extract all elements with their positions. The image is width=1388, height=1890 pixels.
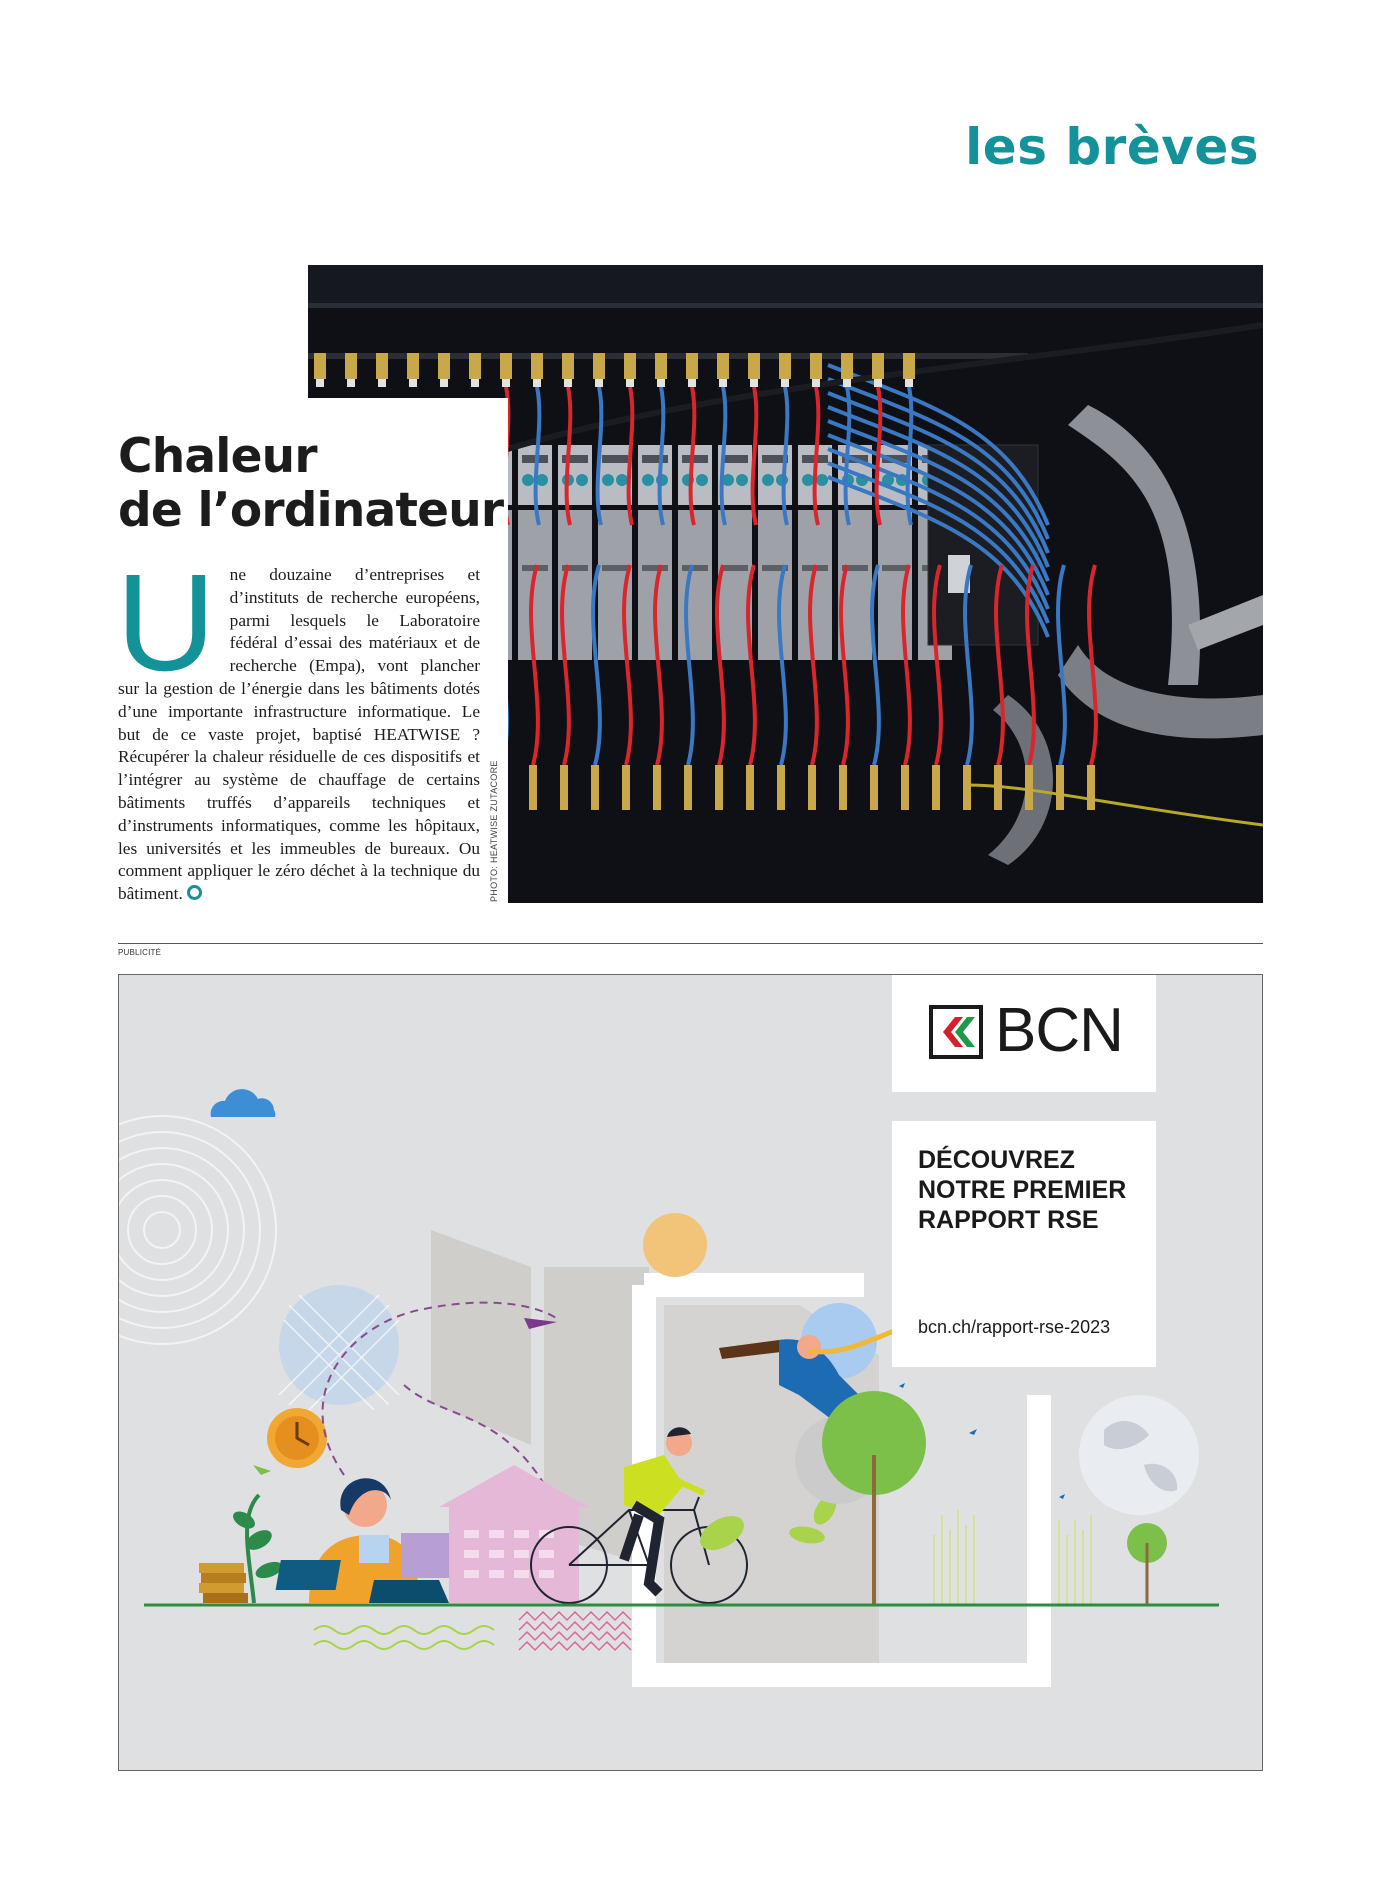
advert-label: PUBLICITÉ [118,948,162,957]
advert-url-link[interactable]: bcn.ch/rapport-rse-2023 [918,1317,1111,1337]
section-divider [118,943,1263,944]
brand-name: BCN [995,996,1123,1065]
advert-headline-line-3: RAPPORT RSE [918,1206,1099,1234]
advert-message [892,1121,1156,1367]
cloud-icon [211,1089,276,1117]
globe-icon [1079,1395,1199,1515]
bcn-advert[interactable] [118,974,1263,1771]
drop-cap: U [116,546,216,700]
advert-headline-line-1: DÉCOUVREZ [918,1146,1075,1174]
advert-headline-line-2: NOTRE PREMIER [918,1176,1127,1204]
article-title-line-1: Chaleur [118,429,317,484]
article-body [116,546,480,906]
end-of-article-icon [187,885,202,900]
concentric-circles-icon [119,1116,276,1344]
photo-credit: PHOTO: HEATWISE ZUTACORE [489,760,499,902]
article-title-line-2: de l’ordinateur [118,483,504,538]
advert-illustration [119,975,1262,1770]
advert-headline [918,1145,1126,1235]
article-body-text: ne douzaine d’entreprises et d’instituts de recherche européens, parmi lesquels le Laboratoire fédéral d’essai des matériaux et de recherche (Empa), vont plancher sur la gestion de l’énergie dans les bâtiments dotés d’une importante infrastructure informatique. Le but de ce vaste projet, baptisé HEATWISE ? Récupérer la chaleur résiduelle de ces dispositifs et l’intégrer au système de chauffage de certains bâtiments truffés d’appareils techniques et d’instruments informatiques, comme les hôpitaux, les universités et les immeubles de bureaux. Ou comment appliquer le zéro déchet à la technique du bâtiment. [118,565,480,904]
bcn-logo[interactable] [892,975,1156,1092]
bcn-logo-icon [929,1005,983,1059]
section-label: les brèves [965,118,1259,176]
article-title [118,430,503,538]
